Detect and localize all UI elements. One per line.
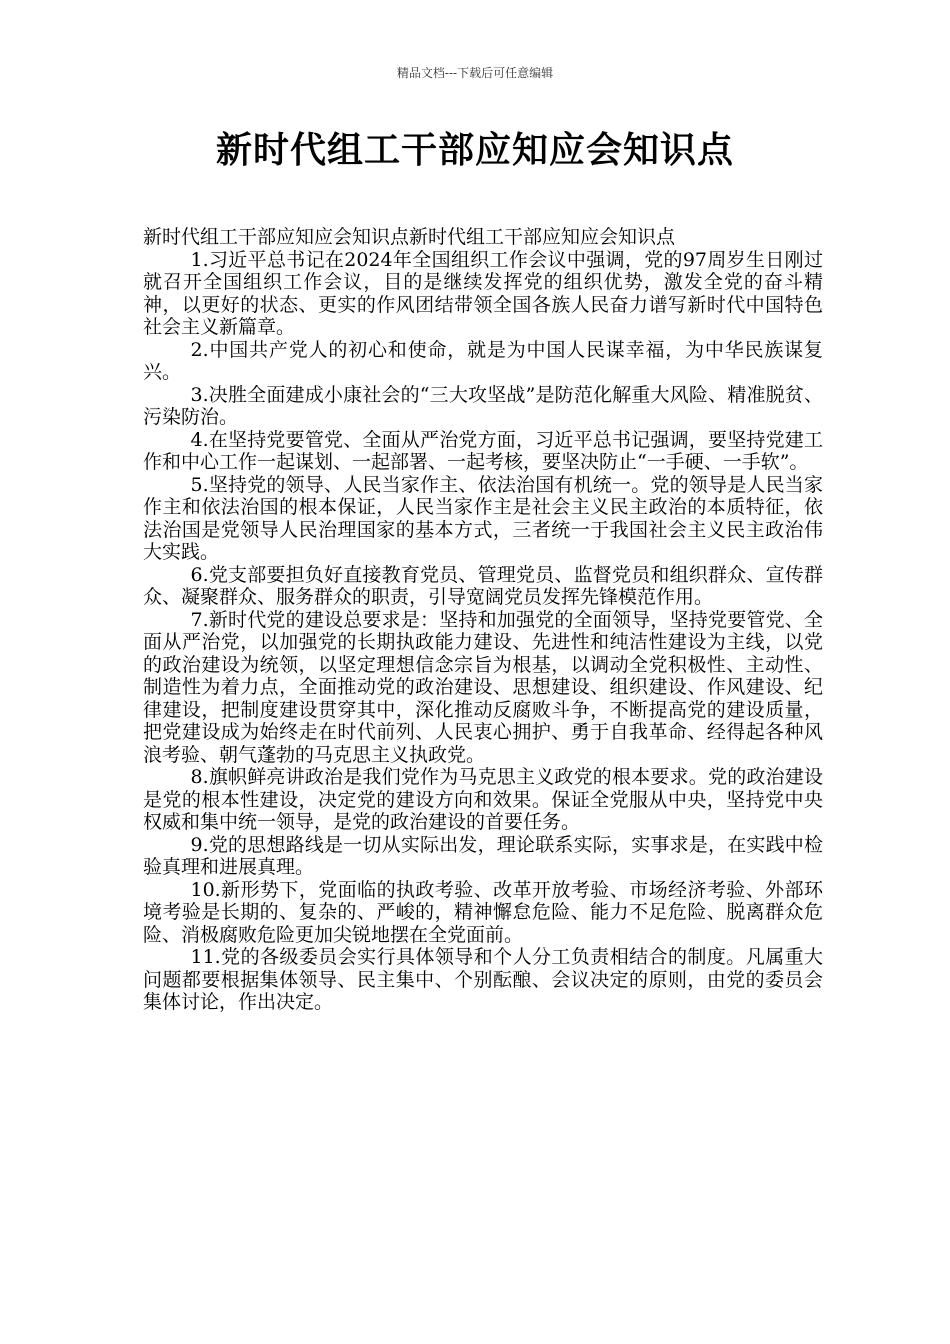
paragraph-6: 6.党支部要担负好直接教育党员、管理党员、监督党员和组织群众、宣传群众、凝聚群众、服务群众的职责，引导宽阔党员发挥先锋模范作用。 (143, 563, 823, 608)
document-body (143, 226, 823, 1014)
paragraph-8: 8.旗帜鲜亮讲政治是我们党作为马克思主义政党的根本要求。党的政治建设是党的根本性建设，决定党的建设方向和效果。保证全党服从中央，坚持党中央权威和集中统一领导，是党的政治建设的首要任务。 (143, 766, 823, 833)
paragraph-3: 3.决胜全面建成小康社会的“三大攻坚战”是防范化解重大风险、精准脱贫、污染防治。 (143, 383, 823, 428)
document-subtitle: 新时代组工干部应知应会知识点新时代组工干部应知应会知识点 (143, 226, 676, 248)
paragraph-2: 2.中国共产党人的初心和使命，就是为中国人民谋幸福，为中华民族谋复兴。 (143, 338, 823, 383)
paragraph-11: 11.党的各级委员会实行具体领导和个人分工负责相结合的制度。凡属重大问题都要根据集体领导、民主集中、个别酝酿、会议决定的原则，由党的委员会集体讨论，作出决定。 (143, 946, 823, 1013)
paragraph-10: 10.新形势下，党面临的执政考验、改革开放考验、市场经济考验、外部环境考验是长期的、复杂的、严峻的，精神懈怠危险、能力不足危险、脱离群众危险、消极腐败危险更加尖锐地摆在全党面前。 (143, 878, 823, 946)
paragraph-5: 5.坚持党的领导、人民当家作主、依法治国有机统一。党的领导是人民当家作主和依法治国的根本保证，人民当家作主是社会主义民主政治的本质特征，依法治国是党领导人民治理国家的基本方式，三者统一于我国社会主义民主政治伟大实践。 (143, 473, 823, 563)
page-header: 精品文档---下载后可任意编辑 (396, 66, 554, 80)
paragraph-1: 1.习近平总书记在2024年全国组织工作会议中强调，党的97周岁生日刚过就召开全国组织工作会议，目的是继续发挥党的组织优势，激发全党的奋斗精神，以更好的状态、更实的作风团结带领全国各族人民奋力谱写新时代中国特色社会主义新篇章。 (143, 248, 823, 338)
document-title: 新时代组工干部应知应会知识点 (215, 130, 734, 171)
paragraph-7: 7.新时代党的建设总要求是：坚持和加强党的全面领导，坚持党要管党、全面从严治党，以加强党的长期执政能力建设、先进性和纯洁性建设为主线，以党的政治建设为统领，以坚定理想信念宗旨为根基，以调动全党积极性、主动性、制造性为着力点，全面推动党的政治建设、思想建设、组织建设、作风建设、纪律建设，把制度建设贯穿其中，深化推动反腐败斗争，不断提高党的建设质量，把党建设成为始终走在时代前列、人民衷心拥护、勇于自我革命、经得起各种风浪考验、朝气蓬勃的马克思主义执政党。 (143, 608, 823, 766)
paragraph-9: 9.党的思想路线是一切从实际出发，理论联系实际，实事求是，在实践中检验真理和进展真理。 (143, 833, 823, 878)
paragraph-4: 4.在坚持党要管党、全面从严治党方面，习近平总书记强调，要坚持党建工作和中心工作一起谋划、一起部署、一起考核，要坚决防止“一手硬、一手软”。 (143, 428, 823, 473)
